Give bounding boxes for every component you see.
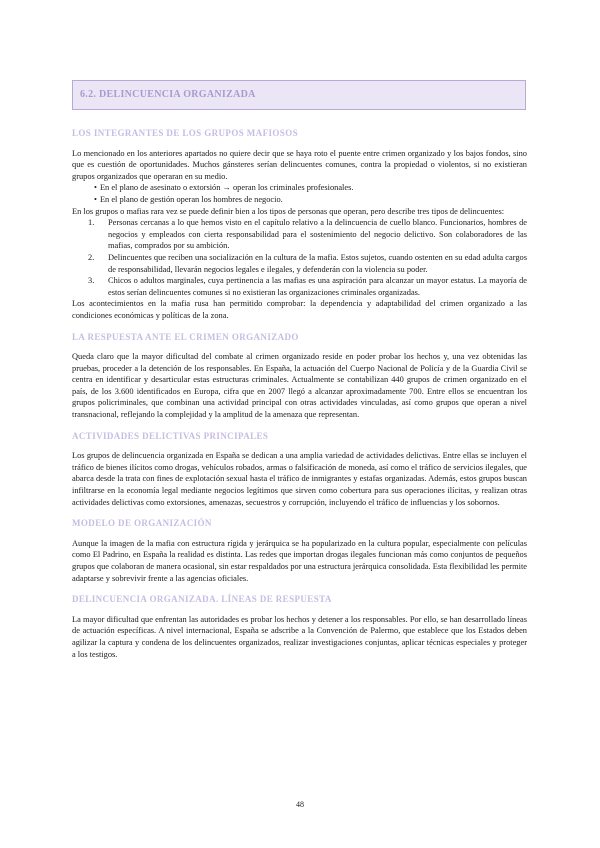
chapter-header-box [72,80,526,110]
list-item [72,275,527,298]
section-heading: LOS INTEGRANTES DE LOS GRUPOS MAFIOSOS [72,128,298,138]
list-item-text: Chicos o adultos marginales, cuya pertinencia a las mafias es una aspiración para alcanzar un mayor estatus. La mayoría de estos serían delincuentes comunes si no existieran las organizaciones criminales organizadas. [108,276,527,297]
section-actividades [72,431,527,509]
list-number: 2. [88,252,95,262]
list-item [72,217,527,252]
section-heading: LA RESPUESTA ANTE EL CRIMEN ORGANIZADO [72,331,299,342]
paragraph: Queda claro que la mayor dificultad del combate al crimen organizado reside en poder probar los hechos y, una vez obtenidas las pruebas, proceder a la detención de los responsables. En España, la actuación del Cuerpo Nacional de Policía y de la Guardia Civil se centra en identificar y desarticular estas estructuras criminales. Actualmente se contabilizan 440 grupos de crimen organizado en el país, de los 3.600 identificados en Europa, cifra que en 2007 llegó a alcanzar aproximadamente 700. Entre ellos se encuentran los grupos policriminales, que combinan una actividad principal con otras actividades vinculadas, así como grupos que operan a nivel transnacional, reflejando la complejidad y la amplitud de la amenaza que representan. [72,352,527,420]
list-item: • En el plano de asesinato o extorsión → operan los criminales profesionales. [94,182,527,194]
paragraph: Los grupos de delincuencia organizada en España se dedican a una amplia variedad de actividades delictivas. Entre ellas se incluyen el tráfico de bienes ilícitos como drogas, vehículos robados, armas o falsificación de moneda, así como el tráfico de servicios ilegales, que abarca desde la trata con fines de explotación sexual hasta el tráfico de inmigrantes y estafas organizadas. Además, estos grupos buscan infiltrarse en la economía legal mediante negocios legítimos que sirven como cobertura para sus operaciones ilícitas, y realizan otras actividades delictivas como extorsiones, amenazas, secuestros y corrupción, incluyendo el tráfico de influencias y los sobornos. [72,451,527,507]
document-body [72,128,527,670]
section-lineas [72,594,527,660]
list-number: 3. [88,276,95,286]
chapter-title: 6.2. DELINCUENCIA ORGANIZADA [80,89,256,100]
section-respuesta [72,332,527,421]
paragraph: Aunque la imagen de la mafia con estructura rígida y jerárquica se ha popularizado en la cultura popular, especialmente con películas como El Padrino, en España la realidad es distinta. Las redes que importan drogas ilegales funcionan más como conjuntos de pequeños grupos que colaboran de manera ocasional, sin estar respaldados por una estructura jerárquica consolidada. Esta flexibilidad les permite adaptarse y sobrevivir frente a las agencias oficiales. [72,538,527,583]
list-number: 1. [88,218,95,228]
list-item: • En el plano de gestión operan los hombres de negocio. [94,194,527,206]
section-heading: MODELO DE ORGANIZACIÓN [72,518,212,529]
paragraph: La mayor dificultad que enfrentan las autoridades es probar los hechos y detener a los responsables. Por ello, se han desarrollado líneas de actuación específicas. A nivel internacional, España se adscribe a la Convención de Palermo, que establece que los Estados deben agilizar la captura y condena de los delincuentes organizados, realizar investigaciones conjuntas, aplicar técnicas especiales y proteger a los testigos. [72,614,527,659]
types-list [72,217,527,298]
page-number: 48 [296,800,304,809]
section-heading: DELINCUENCIA ORGANIZADA. LÍNEAS DE RESPUESTA [72,594,332,605]
section-modelo [72,518,527,584]
sub-list [72,182,527,205]
section-integrantes [72,128,527,322]
paragraph: En los grupos o mafias rara vez se puede definir bien a los tipos de personas que operan, pero describe tres tipos de delincuentes: [72,206,505,216]
paragraph: Lo mencionado en los anteriores apartados no quiere decir que se haya roto el puente entre crimen organizado y los bajos fondos, sino que es cuestión de oportunidades. Muchos gánsteres serían delincuentes comunes, contra la propiedad o violentos, si no existieran grupos organizados que operaran en su medio. [72,148,527,181]
list-item-text: Personas cercanas a lo que hemos visto en el capítulo relativo a la delincuencia de cuello blanco. Funcionarios, hombres de negocios y empleados con cierta responsabilidad para el sostenimiento del negocio delictivo. Son colaboradores de las mafias, comprados por su ambición. [108,218,527,251]
list-item-text: Delincuentes que reciben una socialización en la cultura de la mafia. Estos sujetos, cuando ostenten en su edad adulta cargos de responsabilidad, llevarán negocios legales e ilegales, y defenderán con la violencia su poder. [108,252,527,274]
paragraph: Los acontecimientos en la mafia rusa han permitido comprobar: la dependencia y adaptabilidad del crimen organizado a las condiciones económicas y políticas de la zona. [72,299,527,320]
list-item [72,252,527,275]
section-heading: ACTIVIDADES DELICTIVAS PRINCIPALES [72,430,269,441]
